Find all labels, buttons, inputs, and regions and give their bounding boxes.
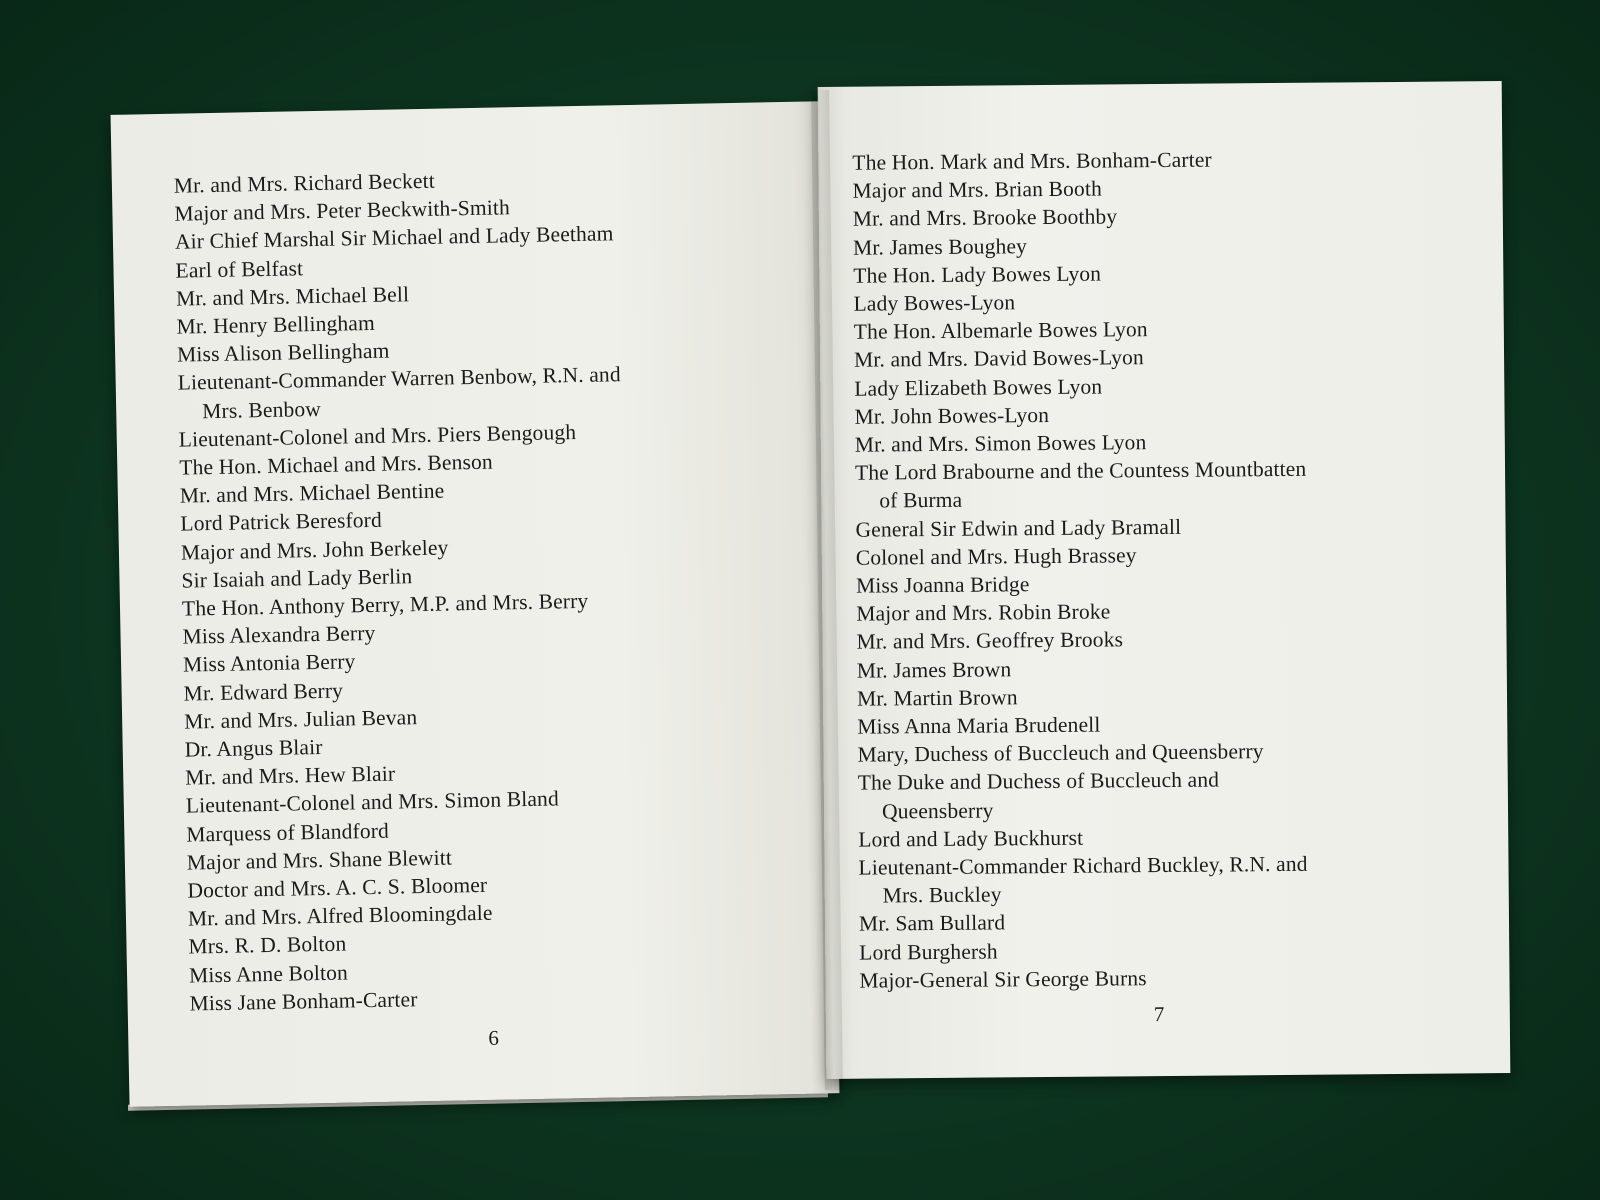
- guest-name: Mr. Martin Brown: [856, 685, 1018, 711]
- guest-name: Mr. and Mrs. Brooke Boothby: [852, 204, 1118, 232]
- right-page: [818, 81, 1511, 1079]
- guest-name: Dr. Angus Blair: [184, 735, 323, 762]
- guest-name: The Hon. Anthony Berry, M.P. and Mrs. Berry: [181, 588, 589, 621]
- guest-name: The Hon. Lady Bowes Lyon: [853, 261, 1102, 288]
- guest-name: Lieutenant-Commander Richard Buckley, R.N. and: [858, 851, 1308, 880]
- guest-name: Major and Mrs. Brian Booth: [852, 176, 1103, 203]
- guest-name: Earl of Belfast: [175, 255, 304, 283]
- guest-entry: [858, 848, 1488, 910]
- guest-name: Miss Alexandra Berry: [182, 621, 376, 649]
- page-number-right: 7: [1153, 1002, 1165, 1027]
- guest-name: Miss Jane Bonham-Carter: [189, 987, 418, 1016]
- guest-name: Mr. James Brown: [856, 656, 1012, 683]
- guest-name: Miss Joanna Bridge: [855, 572, 1030, 598]
- guest-name: Mr. Edward Berry: [183, 678, 344, 706]
- guest-name: Miss Anne Bolton: [188, 960, 349, 988]
- guest-name: Mr. and Mrs. Michael Bentine: [179, 478, 445, 508]
- guest-name: Mr. and Mrs. Alfred Bloomingdale: [187, 901, 493, 931]
- guest-name: Major-General Sir George Burns: [859, 966, 1147, 993]
- guest-name: Lord Burghersh: [859, 939, 998, 965]
- guest-name: Lord Patrick Beresford: [180, 508, 383, 537]
- guest-name: Mr. and Mrs. Julian Bevan: [183, 704, 418, 734]
- guest-name: Mr. and Mrs. Geoffrey Brooks: [856, 627, 1124, 655]
- guest-name: Sir Isaiah and Lady Berlin: [181, 564, 413, 593]
- guest-name: Mr. Sam Bullard: [858, 910, 1006, 937]
- guest-name: General Sir Edwin and Lady Bramall: [855, 514, 1182, 542]
- guest-name-continuation: of Burma: [879, 488, 963, 513]
- guest-list-left: [174, 160, 810, 1018]
- guest-name: Miss Alison Bellingham: [176, 338, 390, 367]
- page-number-left: 6: [488, 1025, 500, 1050]
- guest-name: Air Chief Marshal Sir Michael and Lady Beetham: [174, 221, 614, 255]
- guest-name: Mr. and Mrs. Simon Bowes Lyon: [854, 430, 1147, 457]
- guest-name: Lord and Lady Buckhurst: [858, 825, 1084, 852]
- guest-name: The Hon. Albemarle Bowes Lyon: [853, 317, 1148, 344]
- guest-name: Mr. and Mrs. Michael Bell: [175, 282, 410, 311]
- guest-name: Mr. and Mrs. David Bowes-Lyon: [853, 345, 1144, 373]
- guest-name: Lady Elizabeth Bowes Lyon: [854, 374, 1103, 401]
- guest-name: Mr. and Mrs. Hew Blair: [185, 761, 396, 790]
- guest-entry: [859, 961, 1489, 995]
- guest-name-continuation: Queensberry: [881, 798, 994, 824]
- guest-name: Major and Mrs. Robin Broke: [856, 599, 1111, 626]
- guest-name: Lady Bowes-Lyon: [853, 290, 1016, 316]
- guest-name: Mary, Duchess of Buccleuch and Queensberry: [857, 739, 1264, 767]
- guest-name: Miss Antonia Berry: [182, 649, 356, 678]
- guest-name: Mrs. R. D. Bolton: [188, 932, 347, 960]
- guest-name: Colonel and Mrs. Hugh Brassey: [855, 543, 1137, 570]
- guest-name: Mr. John Bowes-Lyon: [854, 402, 1050, 429]
- guest-name: The Hon. Mark and Mrs. Bonham-Carter: [852, 147, 1212, 175]
- guest-list-right: [852, 143, 1489, 995]
- guest-name: Marquess of Blandford: [186, 818, 390, 847]
- guest-entry: [858, 764, 1488, 826]
- guest-name: Major and Mrs. Peter Beckwith-Smith: [174, 195, 511, 226]
- guest-name: Mr. and Mrs. Richard Beckett: [173, 168, 436, 198]
- guest-name: The Hon. Michael and Mrs. Benson: [179, 449, 494, 480]
- guest-name: The Duke and Duchess of Buccleuch and: [857, 767, 1220, 796]
- guest-name: Lieutenant-Commander Warren Benbow, R.N. and: [177, 362, 621, 396]
- guest-name: Major and Mrs. Shane Blewitt: [186, 845, 453, 875]
- guest-name: Mr. Henry Bellingham: [176, 310, 376, 339]
- guest-name: The Lord Brabourne and the Countess Mountbatten: [854, 456, 1307, 485]
- left-page: [111, 101, 840, 1106]
- guest-name: Lieutenant-Colonel and Mrs. Piers Bengough: [178, 419, 577, 452]
- guest-name-continuation: Mrs. Buckley: [882, 882, 1002, 908]
- guest-name: Miss Anna Maria Brudenell: [857, 712, 1101, 739]
- guest-name-continuation: Mrs. Benbow: [202, 396, 322, 423]
- guest-name: Doctor and Mrs. A. C. S. Bloomer: [187, 872, 488, 903]
- guest-name: Lieutenant-Colonel and Mrs. Simon Bland: [185, 786, 560, 819]
- guest-name: Mr. James Boughey: [852, 233, 1028, 260]
- guest-entry: [855, 453, 1485, 515]
- guest-name: Major and Mrs. John Berkeley: [180, 535, 449, 565]
